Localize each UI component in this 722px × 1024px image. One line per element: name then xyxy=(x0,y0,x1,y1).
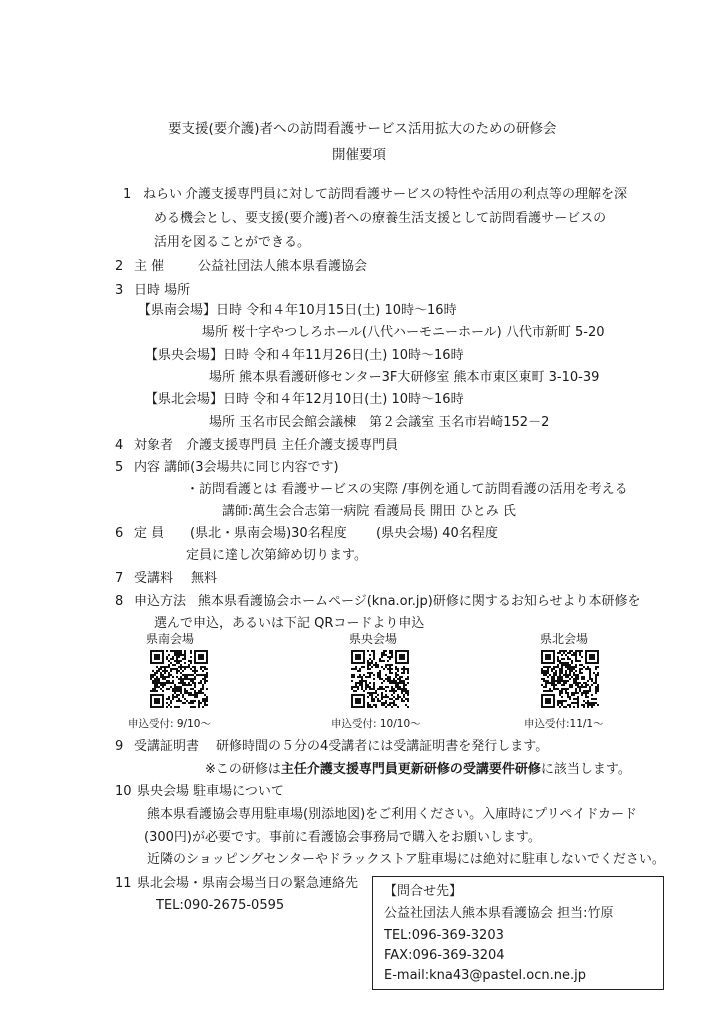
section-label: 申込方法 xyxy=(134,594,187,609)
venue-north-date: 【県北会場】日時 令和４年12月10日(土) 10時～16時 xyxy=(145,392,464,407)
section-number: 1 xyxy=(123,187,132,202)
qr-code-north[interactable] xyxy=(541,650,599,708)
contact-heading: 【問合せ先】 xyxy=(384,884,463,899)
capacity-central: (県央会場) 40名程度 xyxy=(376,526,498,541)
certificate-text: 研修時間の５分の4受講者には受講証明書を発行します。 xyxy=(216,739,549,754)
parking-line-2: (300円)が必要です。事前に看護協会事務局で購入をお願いします。 xyxy=(144,830,541,845)
section-label: 受講料 xyxy=(134,571,174,586)
apply-line-1: 熊本県看護協会ホームページ(kna.or.jp)研修に関するお知らせより本研修を xyxy=(198,594,641,609)
section-number: 5 xyxy=(115,460,124,475)
certificate-note xyxy=(205,762,631,778)
aim-line-2: める機会とし、要支援(要介護)者への療養生活支援として訪問看護サービスの xyxy=(154,211,607,226)
document-subtitle: 開催要項 xyxy=(332,147,386,163)
apply-line-2: 選んで申込，あるいは下記 QRコードより申込 xyxy=(154,616,425,631)
section-number: 3 xyxy=(115,283,124,298)
section-number: 8 xyxy=(115,594,124,609)
accept-date-central: 申込受付: 10/10～ xyxy=(331,718,421,730)
section-number: 4 xyxy=(115,438,124,453)
contact-org: 公益社団法人熊本県看護協会 担当:竹原 xyxy=(384,906,614,921)
section-label: ねらい xyxy=(143,187,183,202)
qr-label-south: 県南会場 xyxy=(146,632,195,646)
note-prefix: ※この研修は xyxy=(205,762,281,777)
fee: 無料 xyxy=(191,571,218,586)
lecturer: 講師:萬生会合志第一病院 看護局長 開田 ひとみ 氏 xyxy=(222,504,516,519)
section-number: 6 xyxy=(115,526,124,541)
section-label: 内容 講師(3会場共に同じ内容です) xyxy=(134,460,339,475)
qr-label-north: 県北会場 xyxy=(540,632,589,646)
section-label: 対象者 xyxy=(134,438,174,453)
organizer: 公益社団法人熊本県看護協会 xyxy=(198,259,368,274)
venue-south-date: 【県南会場】日時 令和４年10月15日(土) 10時～16時 xyxy=(138,303,457,318)
qr-code-central[interactable] xyxy=(351,650,409,708)
capacity-north-south: (県北・県南会場)30名程度 xyxy=(190,526,347,541)
section-label: 定 員 xyxy=(134,526,165,541)
parking-line-3: 近隣のショッピングセンターやドラックストア駐車場には絶対に駐車しないでください。 xyxy=(147,852,665,867)
note-suffix: に該当します。 xyxy=(540,762,631,777)
capacity-note: 定員に達し次第締め切ります。 xyxy=(186,548,367,563)
parking-line-1: 熊本県看護協会専用駐車場(別添地図)をご利用ください。入庫時にプリペイドカード xyxy=(147,807,637,822)
document-title: 要支援(要介護)者への訪問看護サービス活用拡大のための研修会 xyxy=(168,121,557,137)
contact-fax: FAX:096-369-3204 xyxy=(384,948,505,963)
section-number: 10 xyxy=(115,784,132,799)
emergency-tel: TEL:090-2675-0595 xyxy=(156,898,285,913)
venue-north-place: 場所 玉名市民会館会議棟 第２会議室 玉名市岩崎152－2 xyxy=(209,415,550,430)
section-label: 受講証明書 xyxy=(134,739,200,754)
accept-date-north: 申込受付:11/1～ xyxy=(524,718,604,730)
section-number: 7 xyxy=(115,571,124,586)
aim-line-3: 活用を図ることができる。 xyxy=(154,235,311,250)
accept-date-south: 申込受付: 9/10～ xyxy=(128,718,211,730)
section-label: 日時 場所 xyxy=(134,283,191,298)
section-label: 主 催 xyxy=(134,259,165,274)
aim-line-1: 介護支援専門員に対して訪問看護サービスの特性や活用の利点等の理解を深 xyxy=(185,187,628,202)
section-number: 9 xyxy=(115,739,124,754)
target-audience: 介護支援専門員 主任介護支援専門員 xyxy=(186,438,399,453)
contact-tel: TEL:096-369-3203 xyxy=(384,928,504,943)
section-number: 2 xyxy=(115,259,124,274)
section-label: 県央会場 駐車場について xyxy=(137,784,284,799)
section-label: 県北会場・県南会場当日の緊急連絡先 xyxy=(137,876,359,891)
qr-code-south[interactable] xyxy=(150,650,208,708)
venue-central-date: 【県央会場】日時 令和４年11月26日(土) 10時～16時 xyxy=(145,348,464,363)
venue-central-place: 場所 熊本県看護研修センター3F大研修室 熊本市東区東町 3-10-39 xyxy=(209,370,600,385)
venue-south-place: 場所 桜十字やつしろホール(八代ハーモニーホール) 八代市新町 5-20 xyxy=(202,325,605,340)
section-number: 11 xyxy=(115,876,132,891)
contact-email: E-mail:kna43@pastel.ocn.ne.jp xyxy=(384,968,586,983)
qr-label-central: 県央会場 xyxy=(349,632,398,646)
note-emphasis: 主任介護支援専門員更新研修の受講要件研修 xyxy=(280,762,541,777)
course-topic: ・訪問看護とは 看護サービスの実際 /事例を通して訪問看護の活用を考える xyxy=(186,482,628,497)
